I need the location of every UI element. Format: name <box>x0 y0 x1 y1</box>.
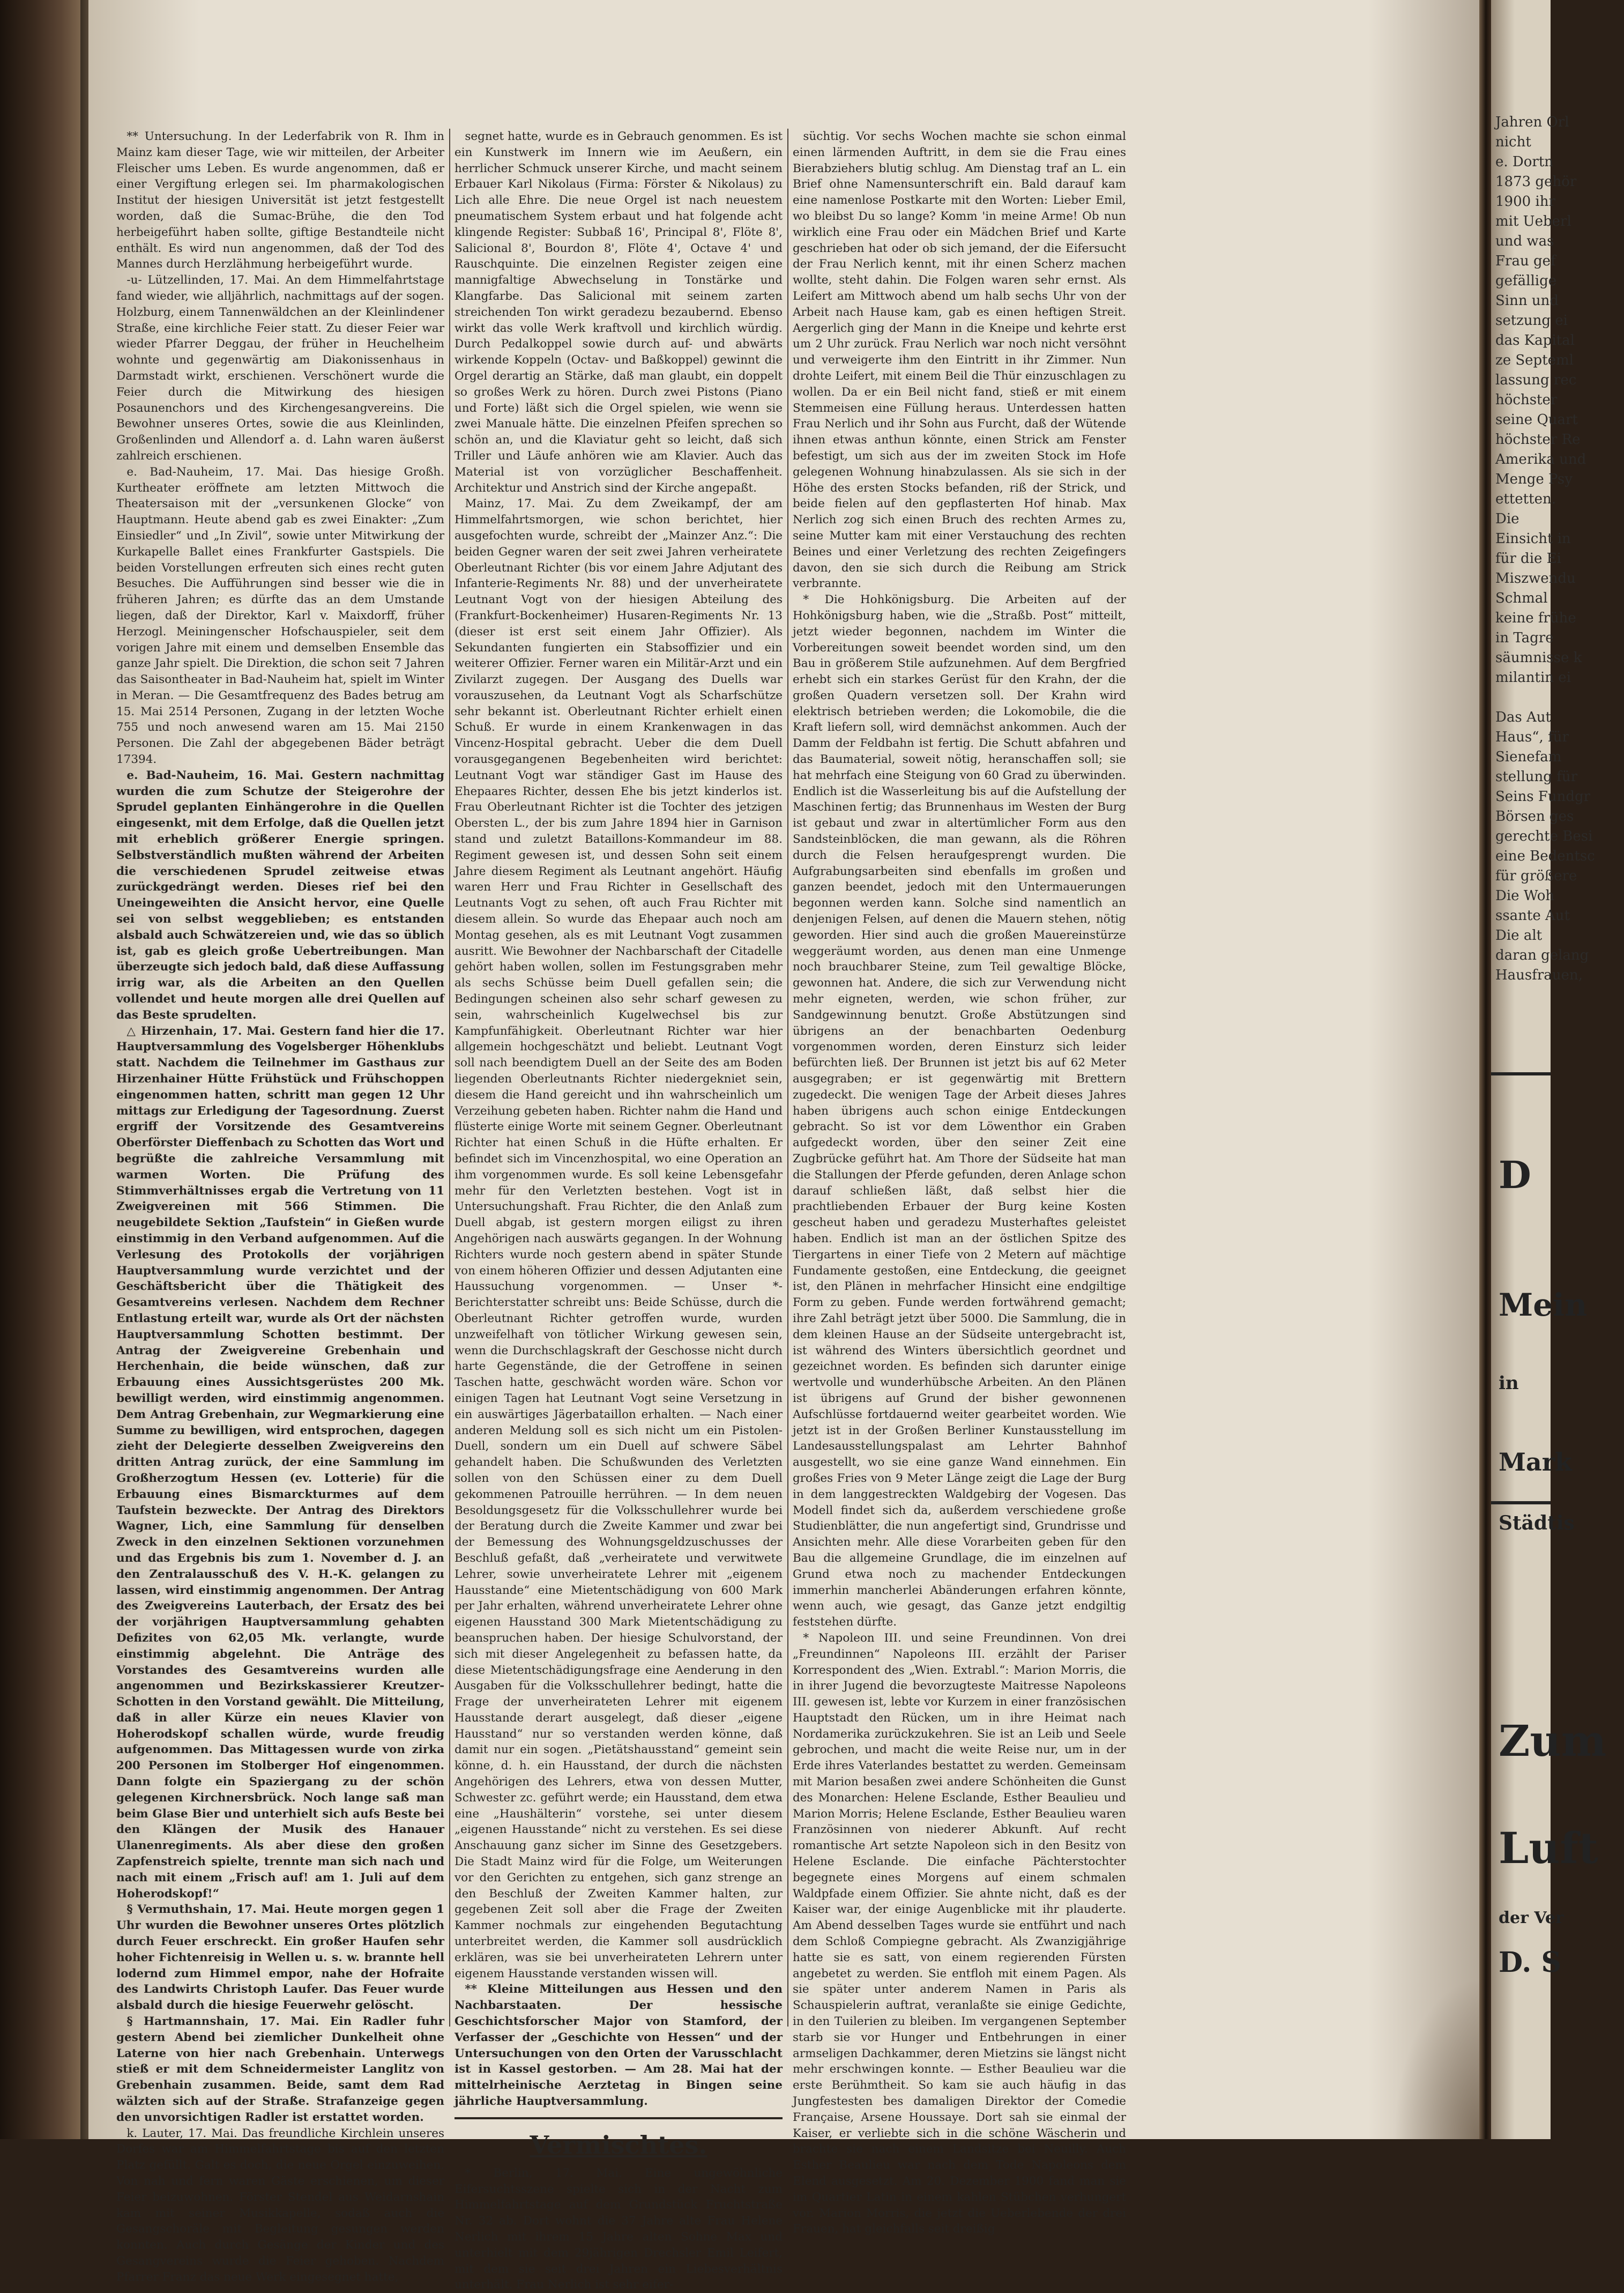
column-1 <box>116 129 444 2284</box>
column-3 <box>793 129 1126 2236</box>
article-paragraph: * Napoleon III. und seine Freundinnen. Von drei „Freundinnen“ Napoleons III. erzählt der Pariser Korrespondent des „Wien. Extrabl.“: Marion Morris, die in ihrer Jugend die bevorzugteste Maitresse Napoleons III. gewesen ist, lebte vor Kurzem in einer französischen Hauptstadt den Rücken, um in ihre Heimat nach Nordamerika zurückzukehren. Sie ist an Leib und Seele gebrochen, und macht die weite Reise nur, um in der Erde ihres Vaterlandes bestattet zu werden. Gemeinsam mit Marion besaßen zwei andere Schönheiten die Gunst des Monarchen: Helene Esclande, Esther Beaulieu und Marion Morris; Helene Esclande, Esther Beaulieu waren Französinnen von niederer Abkunft. Auf recht romantische Art setzte Napoleon sich in den Besitz von Helene Esclande. Die einfache Pächterstochter begegnete eines Morgens auf einem schmalen Waldpfade einem Offizier. Sie ahnte nicht, daß es der Kaiser war, der einige Augenblicke mit ihr plauderte. Am Abend desselben Tages wurde sie entführt und nach dem Schloß Compiegne gebracht. Als Zwanzigjährige hatte sie es satt, von einem regierenden Fürsten angebetet zu werden. Sie entfloh mit einem Pagen. Als sie später unter anderem Namen in Paris als Schauspielerin auftrat, veranlaßte sie einige Gedichte, in den Tuilerien zu bleiben. Im vergangenen September starb sie vor Hunger und Entbehrungen in einer armseligen Dachkammer, deren Mietzins sie längst nicht mehr erschwingen konnte. — Esther Beaulieu war die erste Berühmtheit. So kam sie auch häufig in das Jungfestesten bes damaligen Direktor der Comedie Française, Arsene Houssaye. Dort sah sie einmal der Kaiser, er verliebte sich in die schöne Wäscherin und brachte sie nach einem Landsitze bei Neuilly. Auch Esther Beaulieu war nach dem Tode Napoleons dem Elend ausgesetzt. Am 20. Dezember 1900 fand man sie im Quartier Latin in einem kahlen Stübchen verhungert vor. Marion Morris, die jetzt die Ueberlebende der drei Frauen, hat gleichfalls seit dreißig <box>793 1631 1126 2236</box>
article-paragraph: ** Kleine Mitteilungen aus Hessen und den Nachbarstaaten. Der hessische Geschichtsforscher Major von Stamford, der Verfasser der „Geschichte von Hessen“ und der Untersuchungen von den Orten der Varusschlacht ist in Kassel gestorben. — Am 28. Mai hat der mittelrheinische Aerztetag in Bingen seine jährliche Hauptversammlung. <box>455 1983 783 2109</box>
article-paragraph: süchtig. Vor sechs Wochen machte sie schon einmal einen lärmenden Auftritt, in dem sie die Frau eines Bierabziehers blutig schlug. Am Dienstag traf an L. ein Brief ohne Namensunterschrift ein. Bald darauf kam eine namenlose Postkarte mit den Worten: Lieber Emil, wo bleibst Du so lange? Komm 'in meine Arme! Ob nun wirklich eine Frau oder ein Mädchen Brief und Karte geschrieben hat oder ob sich jemand, der die Eifersucht der Frau Nerlich kennt, mit ihr einen Scherz machen wollte, steht dahin. Die Folgen waren sehr ernst. Als Leifert am Mittwoch abend um halb sechs Uhr von der Arbeit nach Hause kam, gab es einen heftigen Streit. Aergerlich ging der Mann in die Kneipe und kehrte erst um 2 Uhr zurück. Frau Nerlich war noch nicht versöhnt und verweigerte ihm den Eintritt in ihr Zimmer. Nun drohte Leifert, mit einem Beil die Thür einzuschlagen zu wollen. Da er ein Beil nicht fand, stieß er mit einem Stemmeisen eine Füllung heraus. Unterdessen hatten Frau Nerlich und ihr Sohn aus Furcht, daß der Wütende ihnen etwas anthun könnte, einen Strick am Fenster befestigt, um sich aus der im zweiten Stock im Hofe gelegenen Wohnung hinabzulassen. Als sie sich in der Höhe des ersten Stocks befanden, riß der Strick, und beide fielen auf den gepflasterten Hof hinab. Max Nerlich zog sich einen Bruch des rechten Armes zu, seine Mutter kam mit einer Verstauchung des rechten Beines und einer Verletzung des rechten Zeigefingers davon, den sie sich durch die Reibung am Strick verbrannte. <box>793 130 1126 591</box>
column-2 <box>455 129 783 2292</box>
article-paragraph: e. Bad-Nauheim, 16. Mai. Gestern nachmittag wurden die zum Schutze der Steigerohre der Sprudel geplanten Einhängerohre in die Quellen eingesenkt, mit dem Erfolge, daß die Quellen jetzt mit erheblich größerer Energie springen. Selbstverständlich mußten während der Arbeiten die verschiedenen Sprudel zeitweise etwas zurückgedrängt werden. Dieses rief bei den Uneingeweihten die Ansicht hervor, eine Quelle sei von selbst weggeblieben; es entstanden alsbald auch Schwätzereien und, wie das so üblich ist, gab es gleich große Uebertreibungen. Man überzeugte sich jedoch bald, daß diese Auffassung irrig war, als die Arbeiten an den Quellen vollendet und heute morgen alle drei Quellen auf das Beste sprudelten. <box>116 768 444 1022</box>
section-rule <box>455 2117 783 2119</box>
next-page-rule <box>1491 1072 1551 1075</box>
column-rule-1 <box>449 129 450 2027</box>
next-page-text: Jahren Orl nicht e. Dortn 1873 gehör 1900 ihr mit Ueberl und was Frau gef gefällige Sinn und setzung ei das Kapital ze Septeml lassung rec höchster seine Quart höchster Re Amerika und Menge Psy ettetten. Die Einsicht in für die Ei Miszwendu Schmal keine frühe in Tagre säumnisse k milantin ei Das Aut Haus“, für Sienefam stellung für Seins Fundgr Börsen ges gerechte Besi eine Bedentsc für größere Die Woh ssante Aut Die alt daran gelang Hausfrauen, <box>1495 114 1595 983</box>
next-page-headline-5: Städtis <box>1499 1512 1575 1534</box>
next-page-headline-9: D. S <box>1499 1946 1561 1979</box>
article-paragraph: ** Untersuchung. In der Lederfabrik von R. Ihm in Mainz kam dieser Tage, wie wir mitteilen, der Arbeiter Fleischer ums Leben. Es wurde angenommen, daß er einer Vergiftung erlegen sei. Im pharmakologischen Institut der hiesigen Universität ist jetzt festgestellt worden, daß die Sumac-Brühe, die den Tod herbeigeführt haben sollte, giftige Bestandteile nicht enthält. Es wird nun angenommen, daß der Tod des Mannes durch Herzlähmung herbeigeführt wurde. <box>116 130 444 271</box>
page-gutter <box>1479 0 1491 2139</box>
next-page-headline-7: Luft <box>1499 1823 1598 1873</box>
next-page-headline-8: der Ver <box>1499 1909 1564 1927</box>
book-spine <box>0 0 88 2139</box>
article-paragraph: segnet hatte, wurde es in Gebrauch genommen. Es ist ein Kunstwerk im Innern wie im Aeußern, ein herrlicher Schmuck unserer Kirche, und macht seinem Erbauer Karl Nikolaus (Firma: Förster & Nikolaus) zu Lich alle Ehre. Die neue Orgel ist nach neuestem pneumatischem System erbaut und hat folgende acht klingende Register: Subbaß 16', Principal 8', Flöte 8', Salicional 8', Bourdon 8', Flöte 4', Octave 4' und Rauschquinte. Die einzelnen Register zeigen eine mannigfaltige Abwechselung in Tonstärke und Klangfarbe. Das Salicional mit seinem zarten streichenden Ton wirkt geradezu bezaubernd. Ebenso wirkt das volle Werk kraftvoll und kirchlich würdig. Durch Pedalkoppel sowie durch auf- und abwärts wirkende Koppeln (Octav- und Baßkoppel) gewinnt die Orgel derartig an Stärke, daß man glaubt, ein doppelt so großes Werk zu hören. Durch zwei Pistons (Piano und Forte) läßt sich die Orgel spielen, wie wenn sie zwei Manuale hätte. Die einzelnen Pfeifen sprechen so schön an, und die Klaviatur geht so leicht, daß sich Triller und Läufe anhören wie am Klavier. Auch das Material ist von vorzüglicher Beschaffenheit. Architektur und Anstrich sind der Kirche angepaßt. <box>455 130 783 495</box>
page-curl-shadow <box>1394 1978 1479 2139</box>
article-paragraph: e. Bad-Nauheim, 17. Mai. Das hiesige Großh. Kurtheater eröffnete am letzten Mittwoch die Theatersaison mit der „versunkenen Glocke“ von Hauptmann. Heute abend gab es zwei Einakter: „Zum Einsiedler“ und „In Zivil“, sowie unter Mitwirkung der Kurkapelle Ballet eines Frankfurter Gastspiels. Die beiden Vorstellungen erfreuten sich eines recht guten Besuches. Die Aufführungen sind besser wie die in früheren Jahren; es dürfte das an dem Umstande liegen, daß der Direktor, Karl v. Maixdorff, früher Herzogl. Meiningenscher Hofschauspieler, seit dem vorigen Jahre mit einem und demselben Ensemble das ganze Jahr spielt. Die Direktion, die schon seit 7 Jahren das Saisontheater in Bad-Nauheim hat, spielt im Winter in Meran. — Die Gesamtfrequenz des Bades betrug am 15. Mai 2514 Personen, Zugang in der letzten Woche 755 und noch anwesend waren am 15. Mai 2150 Personen. Die Zahl der abgegebenen Bäder beträgt 17394. <box>116 465 444 767</box>
next-page-rule-2 <box>1491 1501 1551 1504</box>
vermischtes-paragraph: * Berlin, 17. Mai. Eine ungewöhnliche Eifersuchtsszene spielte sich in der Nacht zum Himmelfahrtstage auf dem Grundstück Fruchtstraße Nr. 32 ab. Dort wohnt die 37 Jahre alte Frau Helene Nerlich mit ihrem 15 Jahre alten Sohne Max und unterhielt mit dem 29jährigen Drechsler Emil Leifert, mit dem sie seit drei Jahren ein Liebesverhältnis unterhält. Frau Nerlich ist sehr eifer- <box>455 2166 783 2292</box>
vermischtes-heading: Vermischtes. <box>530 2130 707 2160</box>
next-page-headline-2: Mein <box>1499 1287 1588 1323</box>
article-paragraph: -u- Lützellinden, 17. Mai. An dem Himmelfahrtstage fand wieder, wie alljährlich, nachmittags auf der sogen. Holzburg, einem Tannenwäldchen an der Kleinlindener Straße, eine kirchliche Feier statt. Zu dieser Feier war wieder Pfarrer Deggau, der früher in Heuchelheim wohnte und gegenwärtig am Diakonissenhaus in Darmstadt wirkt, erschienen. Verschönert wurde die Feier durch die Mitwirkung des hiesigen Posaunenchors und des Kirchengesangvereins. Die Bewohner unseres Ortes, sowie die aus Kleinlinden, Großenlinden und Allendorf a. d. Lahn waren äußerst zahlreich erschienen. <box>116 273 444 463</box>
article-paragraph: * Die Hohkönigsburg. Die Arbeiten auf der Hohkönigsburg haben, wie die „Straßb. Post“ mitteilt, jetzt wieder begonnen, nachdem im Winter die Vorbereitungen soweit beendet worden sind, um den Bau in größerem Stile aufzunehmen. Auf dem Bergfried erhebt sich ein starkes Gerüst für den Krahn, der die großen Quadern versetzen soll. Der Krahn wird elektrisch betrieben werden; die Lokomobile, die die Kraft liefern soll, wird demnächst ankommen. Auch der Damm der Feldbahn ist fertig. Die Schutt abfahren und das Baumaterial, soweit nötig, heranschaffen soll; sie hat mehrfach eine Steigung von 60 Grad zu überwinden. Endlich ist die Wasserleitung bis auf die Aufstellung der Maschinen fertig; das Brunnenhaus im Westen der Burg ist gebaut und zwar in altertümlicher Form aus den Sandsteinblöcken, die man gewann, als die Röhren durch die Felsen heraufgesprengt wurden. Die Aufgrabungsarbeiten sind ebenfalls im großen und ganzen beendet, jedoch mit den Untermauerungen begonnen werden kann. Solche sind namentlich an denjenigen Felsen, auf denen die Mauern stehen, nötig geworden. Hier sind auch die großen Mauereinstürze weggeräumt worden, aus denen man eine Unmenge noch brauchbarer Steine, zum Teil gewaltige Blöcke, gewonnen hat. Andere, die sich zur Verwendung nicht mehr eigneten, werden, wie schon früher, zur Sandgewinnung benutzt. Große Abstützungen sind übrigens an der benachbarten Oedenburg vorgenommen worden, deren Einsturz sich leider befürchten ließ. Der Brunnen ist jetzt bis auf 62 Meter ausgegraben; er ist gegenwärtig mit Brettern zugedeckt. Die wenigen Tage der Arbeit dieses Jahres haben übrigens auch schon einige Entdeckungen gebracht. So ist vor dem Löwenthor ein Graben aufgedeckt worden, über den seiner Zeit eine Zugbrücke geführt hat. Am Thore der Südseite hat man die Stallungen der Pferde gefunden, deren Anlage schon darauf schließen läßt, daß selbst hier die prachtliebenden Erbauer der Burg keine Kosten gescheut haben und geradezu Musterhaftes geleistet haben. Endlich ist man an der östlichen Spitze des Tiergartens in einer Tiefe von 2 Metern auf mächtige Fundamente gestoßen, eine Entdeckung, die geeignet ist, den Plänen in mehrfacher Hinsicht eine endgiltige Form zu geben. Funde werden fortwährend gemacht; ihre Zahl beträgt jetzt über 5000. Die Sammlung, die in dem kleinen Hause an der Südseite untergebracht ist, ist während des Winters übersichtlich geordnet und gezeichnet worden. Es befinden sich darunter einige wertvolle und wunderhübsche Arbeiten. An den Plänen ist übrigens auf Grund der bisher gewonnenen Aufschlüsse fortdauernd weiter gearbeitet worden. Wie jetzt ist in der Großen Berliner Kunstausstellung im Landesausstellungspalast am Lehrter Bahnhof ausgestellt, wo sie eine ganze Wand einnehmen. Ein großes Fries von 9 Meter Länge zeigt die Lage der Burg in dem langgestreckten Waldgebirg der Vogesen. Das Modell findet sich da, außerdem verschiedene große Studienblätter, die nun angefertigt sind, Grundrisse und Ansichten mehr. Alle diese Vorarbeiten geben für den Bau die allgemeine Grundlage, die im einzelnen auf Grund etwa noch zu machender Entdeckungen immerhin mancherlei Abänderungen erfahren könnte, wenn auch, wie gesagt, das Ganze jetzt endgiltig feststehen dürfte. <box>793 593 1126 1629</box>
article-paragraph: △ Hirzenhain, 17. Mai. Gestern fand hier die 17. Hauptversammlung des Vogelsberger Höhenklubs statt. Nachdem die Teilnehmer im Gasthaus zur Hirzenhainer Hütte Frühstück und Frühschoppen eingenommen hatten, schritt man gegen 12 Uhr mittags zur Erledigung der Tagesordnung. Zuerst ergriff der Vorsitzende des Gesamtvereins Oberförster Dieffenbach zu Schotten das Wort und begrüßte die zahlreiche Versammlung mit warmen Worten. Die Prüfung des Stimmverhältnisses ergab die Vertretung von 11 Zweigvereinen mit 566 Stimmen. Die neugebildete Sektion „Taufstein“ in Gießen wurde einstimmig in den Verband aufgenommen. Auf die Verlesung des Protokolls der vorjährigen Hauptversammlung wurde verzichtet und der Geschäftsbericht über die Thätigkeit des Gesamtvereins verlesen. Nachdem dem Rechner Entlastung erteilt war, wurde als Ort der nächsten Hauptversammlung Schotten bestimmt. Der Antrag der Zweigvereine Grebenhain und Herchenhain, die beide wünschen, daß zur Erbauung eines Aussichtsgerüstes 200 Mk. bewilligt werden, wird einstimmig angenommen. Dem Antrag Grebenhain, zur Wegmarkierung eine Summe zu bewilligen, wird entsprochen, dagegen zieht der Delegierte desselben Zweigvereins den dritten Antrag zurück, der eine Sammlung im Großherzogtum Hessen (ev. Lotterie) für die Erbauung eines Bismarckturmes auf dem Taufstein bezweckte. Der Antrag des Direktors Wagner, Lich, eine Sammlung für denselben Zweck in den einzelnen Sektionen vorzunehmen und das Ergebnis bis zum 1. November d. J. an den Zentralausschuß des V. H.-K. gelangen zu lassen, wird einstimmig angenommen. Der Antrag des Zweigvereins Lauterbach, der Ersatz des bei der vorjährigen Hauptversammlung gehabten Defizites von 62,05 Mk. verlangte, wurde einstimmig abgelehnt. Die Anträge des Vorstandes des Gesamtvereins wurden alle angenommen und Bezirkskassierer Kreutzer-Schotten in den Vorstand gewählt. Die Mitteilung, daß in aller Kürze ein neues Klavier von Hoherodskopf schallen würde, wurde freudig aufgenommen. Das Mittagessen wurde von zirka 200 Personen im Stolberger Hof eingenommen. Dann folgte ein Spaziergang zu der schön gelegenen Kirchnersbrück. Noch lange saß man beim Glase Bier und unterhielt sich aufs Beste bei den Klängen der Musik des Hanauer Ulanenregiments. Als aber diese den großen Zapfenstreich spielte, trennte man sich nach und nach mit einem „Frisch auf! am 1. Juli auf dem Hoherodskopf!“ <box>116 1024 444 1901</box>
article-paragraph: § Vermuthshain, 17. Mai. Heute morgen gegen 1 Uhr wurden die Bewohner unseres Ortes plötzlich durch Feuer erschreckt. Ein großer Haufen sehr hoher Fichtenreisig in Wellen u. s. w. brannte hell lodernd zum Himmel empor, nahe der Hofraite des Landwirts Christoph Laufer. Das Feuer wurde alsbald durch die hiesige Feuerwehr gelöscht. <box>116 1903 444 2013</box>
article-paragraph: k. Lauter, 17. Mai. Das freundliche Kirchlein unseres Dorfes war am Himmelfahrtstage bis auf den letzten Platz gefüllt. Galt es doch, die neue Orgel einzuweihen. Von nah und fern waren Gäste erschienen, um dieser Feier beizuwohnen. Förster Stendel aus Weidarnshain kam mit seiner Musikkapelle, sodaß auch die Gesangschoräle mit Begleitung gesungen werden konnten. Auch durch Gesänge der Kinder und des Gesangvereins wurde die Feier gehoben. Nachdem Pfarrer Franz das neue Werk eingesegnet hatte, <box>116 2126 444 2284</box>
next-page-headline-6: Zum <box>1499 1716 1607 1766</box>
next-page-strip <box>1491 0 1607 2139</box>
article-paragraph: Mainz, 17. Mai. Zu dem Zweikampf, der am Himmelfahrtsmorgen, wie schon berichtet, hier ausgefochten wurde, schreibt der „Mainzer Anz.“: Die beiden Gegner waren der seit zwei Jahren verheiratete Oberleutnant Richter (bis vor einem Jahre Adjutant des Infanterie-Regiments Nr. 88) und der unverheiratete Leutnant Vogt von der hiesigen Abteilung des (Frankfurt-Bockenheimer) Husaren-Regiments Nr. 13 (dieser ist erst seit einem Jahr Offizier). Als Sekundanten fungierten ein Stabsoffizier und ein weiterer Offizier. Ferner waren ein Militär-Arzt und ein Zivilarzt zugegen. Der Ausgang des Duells war vorauszusehen, da Leutnant Vogt als Scharfschütze sehr bekannt ist. Oberleutnant Richter erhielt einen Schuß. Er wurde in einem Krankenwagen in das Vincenz-Hospital gebracht. Ueber die dem Duell vorausgegangenen Begebenheiten wird berichtet: Leutnant Vogt war ständiger Gast im Hause des Ehepaares Richter, dessen Ehe bis jetzt kinderlos ist. Frau Oberleutnant Richter ist die Tochter des jetzigen Obersten L., der bis zum Jahre 1894 hier in Garnison stand und zuletzt Bataillons-Kommandeur im 88. Regiment gewesen ist, und dessen Sohn seit einem Jahre diesem Regiment als Leutnant angehört. Häufig waren Herr und Frau Richter in Gesellschaft des Leutnants Vogt zu sehen, oft auch Frau Richter mit diesem allein. So wurde das Ehepaar auch noch am Montag gesehen, als es mit Leutnant Vogt zusammen ausritt. Wie Bewohner der Nachbarschaft der Citadelle gehört haben wollen, sollen im Festungsgraben mehr als sechs Schüsse beim Duell gefallen sein; die Bedingungen scheinen also sehr scharf gewesen zu sein, wahrscheinlich Kugelwechsel bis zur Kampfunfähigkeit. Oberleutnant Richter war hier allgemein hochgeschätzt und beliebt. Leutnant Vogt soll nach beendigtem Duell an der Seite des am Boden liegenden Oberleutnants Richter niedergekniet sein, diesem die Hand gereicht und ihn wahrscheinlich um Verzeihung gebeten haben. Richter nahm die Hand und flüsterte einige Worte mit seinem Gegner. Oberleutnant Richter hat einen Schuß in die Hüfte erhalten. Er befindet sich im Vincenzhospital, wo eine Operation an ihm vorgenommen wurde. Es soll keine Lebensgefahr mehr für den Verletzten bestehen. Vogt ist in Untersuchungshaft. Frau Richter, die den Anlaß zum Duell abgab, ist gestern morgen eiligst zu ihren Angehörigen nach auswärts gegangen. In der Wohnung Richters wurde noch gestern abend in später Stunde von einem höheren Offizier und dessen Adjutanten eine Haussuchung vorgenommen. — Unser *-Berichterstatter schreibt uns: Beide Schüsse, durch die Oberleutnant Richter getroffen wurde, wurden unzweifelhaft von tötlicher Wirkung gewesen sein, wenn die Durchschlagskraft der Geschosse nicht durch harte Gegenstände, die der Getroffene in seinen Taschen hatte, geschwächt worden wäre. Schon vor einigen Tagen hat Leutnant Vogt seine Versetzung in ein auswärtiges Jägerbataillon erhalten. — Nach einer anderen Meldung soll es sich nicht um ein Pistolen-Duell, sondern um ein Duell auf schwere Säbel gehandelt haben. Die Schußwunden des Verletzten sollen von den Schüssen einer zu dem Duell gekommenen Patrouille herrühren. — In dem neuen Besoldungsgesetz für die Volksschullehrer wurde bei der Beratung durch die Zweite Kammer und zwar bei der Bemessung des Wohnungsgeldzuschusses der Beschluß gefaßt, daß „verheiratete und verwitwete Lehrer, sowie unverheiratete Lehrer mit „eigenem Hausstande“ eine Mietentschädigung von 600 Mark per Jahr erhalten, während unverheiratete Lehrer ohne eigenen Hausstand 300 Mark Mietentschädigung zu beanspruchen haben. Der hiesige Schulvorstand, der sich mit dieser Angelegenheit zu befassen hatte, da diese Mietentschädigungsfrage eine Aenderung in den Ausgaben für die Volksschullehrer bedingt, hatte die Frage der unverheirateten Lehrer mit eigenem Hausstande derart ausgelegt, daß dieser „eigene Hausstand“ nur so verstanden werden könne, daß damit nur ein sogen. „Pietätshausstand“ gemeint sein könne, d. h. ein Hausstand, der durch die nächsten Angehörigen des Lehrers, etwa von dessen Mutter, Schwester zc. geführt werde; ein Hausstand, dem etwa eine „Haushälterin“ vorstehe, sei unter diesem „eigenen Hausstande“ nicht zu verstehen. Es sei diese Anschauung ganz sicher im Sinne des Gesetzgebers. Die Stadt Mainz wird für die Folge, um Weiterungen vor den Gerichten zu entgehen, sich ganz strenge an den Beschluß der Zweiten Kammer halten, zur gegebenen Zeit soll aber die Frage der Zweiten Kammer nochmals zur eingehenden Begutachtung unterbreitet werden, die Kammer soll ausdrücklich erklären, was sie bei unverheirateten Lehrern unter eigenem Hausstande verstanden wissen will. <box>455 497 783 1980</box>
newspaper-page <box>88 0 1479 2292</box>
article-paragraph: § Hartmannshain, 17. Mai. Ein Radler fuhr gestern Abend bei ziemlicher Dunkelheit ohne Laterne von hier nach Grebenhain. Unterwegs stieß er mit dem Schneidermeister Langlitz von Grebenhain zusammen. Beide, samt dem Rad wälzten sich auf der Straße. Strafanzeige gegen den unvorsichtigen Radler ist erstattet worden. <box>116 2015 444 2124</box>
next-page-headline-1: D <box>1499 1153 1531 1197</box>
column-rule-2 <box>787 129 788 2027</box>
next-page-headline-4: Mark <box>1499 1448 1572 1476</box>
next-page-headline-3: in <box>1499 1372 1519 1394</box>
